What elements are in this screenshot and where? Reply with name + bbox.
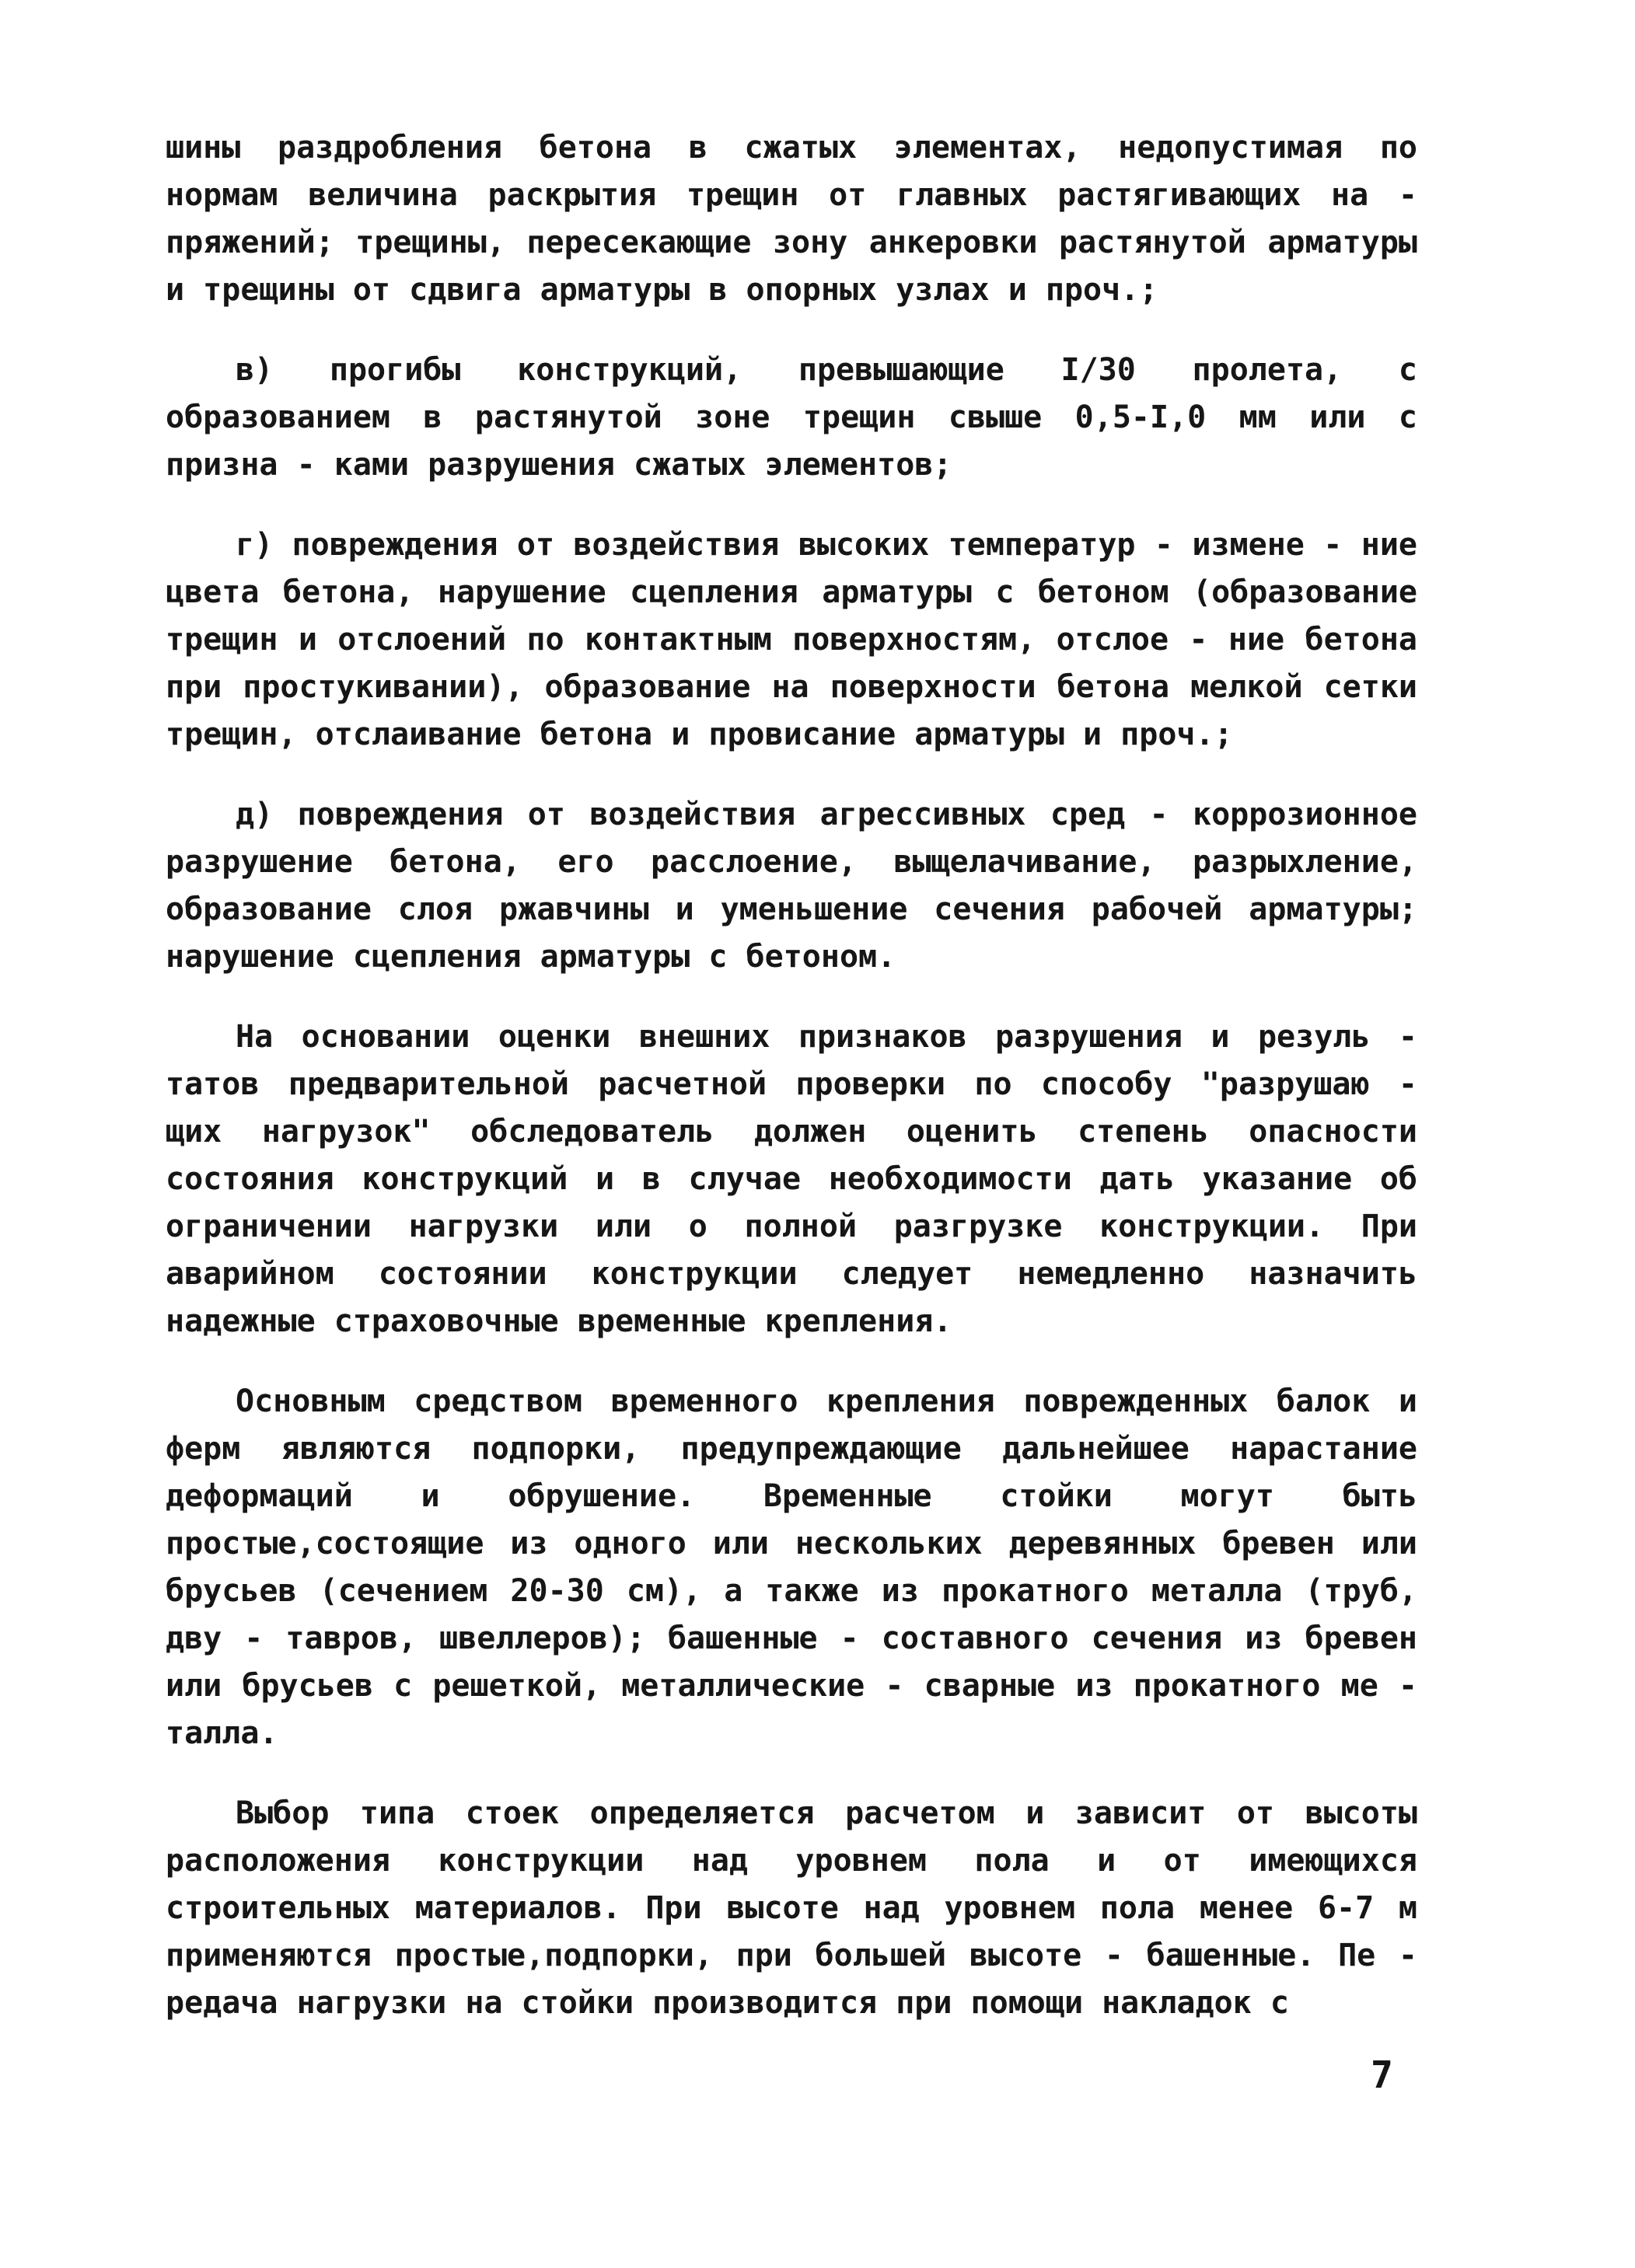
paragraph-continuation: шины раздробления бетона в сжатых элементах, недопустимая по нормам величина раскрытия трещин от главных растягивающих на - пряжений; трещины, пересекающие зону анкеровки растянутой арматуры и трещины от сдвига арматуры в опорных узлах и проч.; [166, 130, 1417, 308]
paragraph-support-type: Выбор типа стоек определяется расчетом и зависит от высоты расположения конструкции над уровнем пола и от имеющихся строительных материалов. При высоте над уровнем пола менее 6-7 м применяются простые,подпорки, при большей высоте - башенные. Пе - редача нагрузки на стойки производится при помощи накладок с [166, 1795, 1417, 2021]
paragraph-temporary-supports: Основным средством временного крепления поврежденных балок и ферм являются подпорки, предупреждающие дальнейшее нарастание деформаций и обрушение. Временные стойки могут быть простые,состоящие из одного или нескольких деревянных бревен или брусьев (сечением 20-30 см), а также из прокатного металла (труб, дву - тавров, швеллеров); башенные - составного сечения из бревен или брусьев с решеткой, металлические - сварные из прокатного ме - талла. [166, 1383, 1417, 1751]
paragraph-item-v: в) прогибы конструкций, превышающие I/30 пролета, с образованием в растянутой зоне трещин свыше 0,5-I,0 мм или с призна - ками разрушения сжатых элементов; [166, 352, 1417, 483]
body-text [166, 124, 1417, 2060]
paragraph-item-d: д) повреждения от воздействия агрессивных сред - коррозионное разрушение бетона, его расслоение, выщелачивание, разрыхление, образование слоя ржавчины и уменьшение сечения рабочей арматуры; нарушение сцепления арматуры с бетоном. [166, 797, 1417, 975]
paragraph-assessment: На основании оценки внешних признаков разрушения и резуль - татов предварительной расчетной проверки по способу "разрушаю - щих нагрузок" обследователь должен оценить степень опасности состояния конструкций и в случае необходимости дать указание об ограничении нагрузки или о полной разгрузке конструкции. При аварийном состоянии конструкции следует немедленно назначить надежные страховочные временные крепления. [166, 1019, 1417, 1339]
page-number: 7 [1371, 2053, 1393, 2097]
paragraph-item-g: г) повреждения от воздействия высоких температур - измене - ние цвета бетона, нарушение сцепления арматуры с бетоном (образование трещин и отслоений по контактным поверхностям, отслое - ние бетона при простукивании), образование на поверхности бетона мелкой сетки трещин, отслаивание бетона и провисание арматуры и проч.; [166, 527, 1417, 752]
